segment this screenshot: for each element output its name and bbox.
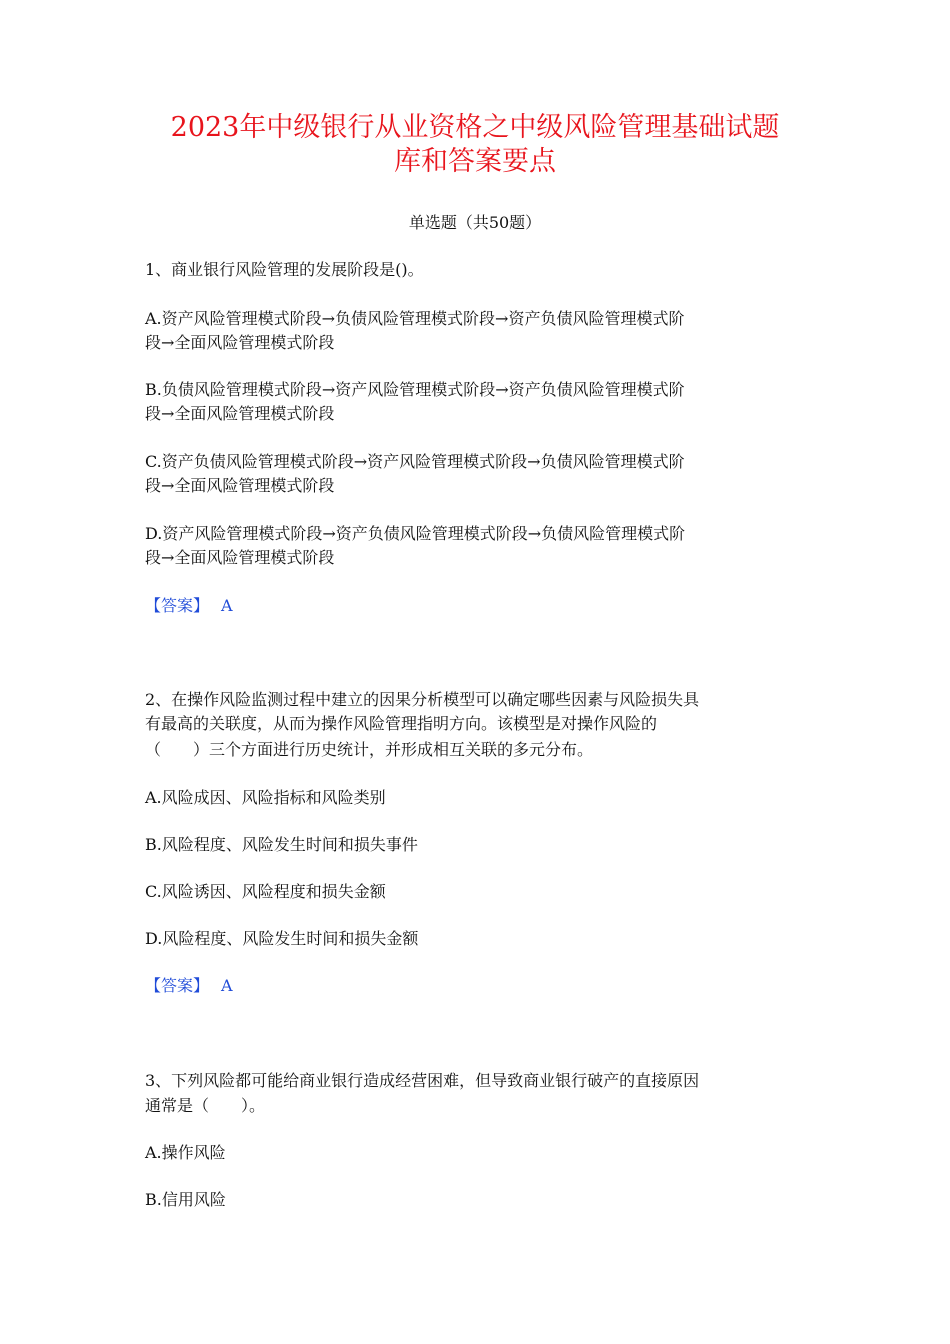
question-1-stem: 1、商业银行风险管理的发展阶段是()。 <box>145 260 424 279</box>
question-1-option-d-line-1: D.资产风险管理模式阶段→资产负债风险管理模式阶段→负债风险管理模式阶 <box>145 524 686 543</box>
question-2-option-d: D.风险程度、风险发生时间和损失金额 <box>145 929 419 948</box>
question-1-option-a-line-2: 段→全面风险管理模式阶段 <box>145 333 335 352</box>
answer-tag: 【答案】 <box>145 596 210 615</box>
question-3-option-b: B.信用风险 <box>145 1190 226 1209</box>
page-title-line-2: 库和答案要点 <box>394 146 556 177</box>
question-2-stem-line-2: 有最高的关联度，从而为操作风险管理指明方向。该模型是对操作风险的 <box>145 714 658 733</box>
question-1-option-b-line-1: B.负债风险管理模式阶段→资产风险管理模式阶段→资产负债风险管理模式阶 <box>145 380 685 399</box>
answer-tag: 【答案】 <box>145 976 210 995</box>
question-3-stem-line-2: 通常是（ ）。 <box>145 1096 266 1115</box>
question-2-stem-line-1: 2、在操作风险监测过程中建立的因果分析模型可以确定哪些因素与风险损失具 <box>145 690 700 709</box>
question-3-option-a: A.操作风险 <box>145 1143 226 1162</box>
question-1-option-b-line-2: 段→全面风险管理模式阶段 <box>145 404 335 423</box>
question-1-answer <box>145 594 233 618</box>
section-heading: 单选题（共50题） <box>408 213 542 232</box>
question-1-option-c-line-2: 段→全面风险管理模式阶段 <box>145 476 335 495</box>
question-2-stem-line-3: （ ）三个方面进行历史统计，并形成相互关联的多元分布。 <box>145 740 594 759</box>
question-2-option-b: B.风险程度、风险发生时间和损失事件 <box>145 835 418 854</box>
question-2-option-a: A.风险成因、风险指标和风险类别 <box>145 788 386 807</box>
question-3-stem-line-1: 3、下列风险都可能给商业银行造成经营困难，但导致商业银行破产的直接原因 <box>145 1071 700 1090</box>
question-2-option-c: C.风险诱因、风险程度和损失金额 <box>145 882 386 901</box>
question-1-option-c-line-1: C.资产负债风险管理模式阶段→资产风险管理模式阶段→负债风险管理模式阶 <box>145 452 685 471</box>
question-1-option-d-line-2: 段→全面风险管理模式阶段 <box>145 548 335 567</box>
page-title-line-1: 2023年中级银行从业资格之中级风险管理基础试题 <box>170 112 780 143</box>
answer-value: A <box>221 976 233 995</box>
question-1-option-a-line-1: A.资产风险管理模式阶段→负债风险管理模式阶段→资产负债风险管理模式阶 <box>145 309 685 328</box>
question-2-answer <box>145 974 233 998</box>
answer-value: A <box>221 596 233 615</box>
